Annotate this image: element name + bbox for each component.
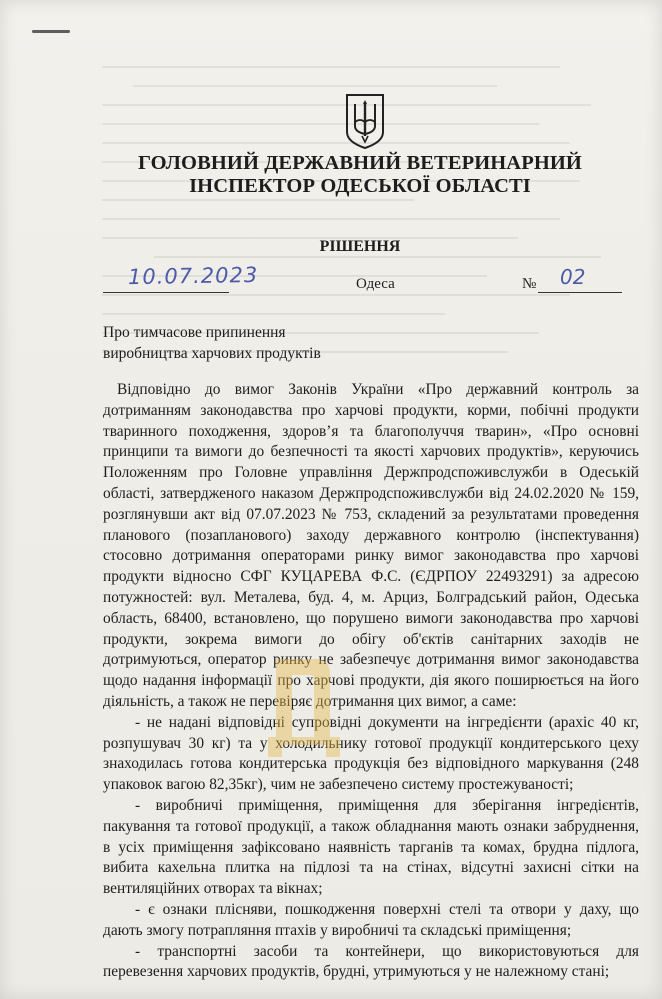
header-line-1: ГОЛОВНИЙ ДЕРЖАВНИЙ ВЕТЕРИНАРНИЙ (138, 152, 582, 174)
list-item-line: дають змогу потрапляння птахів у виробничі та складські приміщення; (103, 921, 572, 939)
list-item-line: в усіх приміщення зафіксовано наявність тарганів та комах, брудна підлога, (103, 838, 639, 856)
body-line: діяльність, а також не перевіряє дотримання цих вимог, а саме: (103, 692, 517, 710)
document-body (103, 380, 639, 983)
list-item-line: упаковок вагою 82,35кг), чим не забезпечено систему простежуваності; (103, 776, 574, 794)
list-item-line: вибита кахельна плитка на підлозі та на стінах, відсутні захисні сітки на (103, 859, 639, 877)
header-line-2: ІНСПЕКТОР ОДЕСЬКОЇ ОБЛАСТІ (189, 175, 531, 197)
body-line: планового (позапланового) заходу державного контролю (інспектування) (103, 526, 639, 544)
list-item-line: - є ознаки плісняви, пошкодження поверхні стелі та отвори у даху, що (135, 900, 639, 918)
body-line: дотриманням законодавства про харчові продукти, корми, побічні продукти (103, 401, 639, 419)
list-item-line: - виробничі приміщення, приміщення для зберігання інгредієнтів, (135, 796, 639, 814)
body-line: Відповідно до вимог Законів України «Про державний контроль за (117, 381, 639, 398)
body-line: продукти відносно СФГ КУЦАРЕВА Ф.С. (ЄДРПОУ 22493291) за адресою (103, 568, 639, 586)
list-item-line: - не надані відповідні супровідні документи на інгредієнти (арахіс 40 кг, (135, 713, 639, 731)
body-line: область, 68400, встановлено, що порушено вимоги законодавства про харчові (103, 609, 639, 627)
list-item-line: перевезення харчових продуктів, брудні, утримуються у не належному стані; (103, 963, 610, 981)
body-line: розглянувши акт від 07.07.2023 № 753, складений за результатами проведення (103, 505, 639, 523)
body-line: області, затвердженого наказом Держпродспоживслужби від 24.02.2020 № 159, (103, 484, 639, 502)
list-item-line: - транспортні засоби та контейнери, що використовуються для (135, 942, 639, 960)
document-header (100, 152, 620, 198)
body-line: стосовно дотримання операторами ринку вимог законодавства про харчові (103, 547, 639, 565)
trident-emblem-icon (344, 92, 386, 150)
body-line: щодо надання інформації про харчові продукти, дія якого поширюється на його (103, 672, 639, 690)
body-line: дотримуються, оператор ринку не забезпечує дотримання вимог законодавства (103, 651, 639, 669)
list-item-line: пакування та готової продукції, а також обладнання мають ознаки забруднення, (103, 817, 639, 835)
document-subject (103, 322, 321, 364)
document-type-title: РІШЕННЯ (319, 238, 401, 255)
scan-mark (32, 30, 70, 33)
subject-line-1: Про тимчасове припинення (103, 324, 286, 341)
number-label: № (522, 276, 537, 292)
body-line: Положенням про Головне управління Держпродспоживслужби в Одеській (103, 464, 639, 482)
handwritten-number: 02 (560, 265, 586, 289)
body-line: принципи та вимоги до безпечності та якості харчових продуктів», керуючись (103, 443, 639, 461)
list-item-line: знаходилась готова кондитерська продукція без відповідного маркування (248 (103, 755, 639, 773)
body-line: потужностей: вул. Металева, буд. 4, м. Арциз, Болградський район, Одеська (103, 588, 639, 606)
list-item-line: розпушувач 30 кг) та у холодильнику готової продукції кондитерського цеху (103, 734, 639, 752)
city-name: Одеса (356, 276, 395, 292)
subject-line-2: виробництва харчових продуктів (103, 345, 321, 362)
body-line: продукти, зокрема вимоги до обігу об'єктів санітарних заходів не (103, 630, 639, 648)
body-line: тваринного походження, здоров’я та благополуччя тварин», «Про основні (103, 422, 639, 440)
list-item-line: вентиляційних отворах та вікнах; (103, 880, 323, 898)
handwritten-date: 10.07.2023 (127, 262, 259, 290)
